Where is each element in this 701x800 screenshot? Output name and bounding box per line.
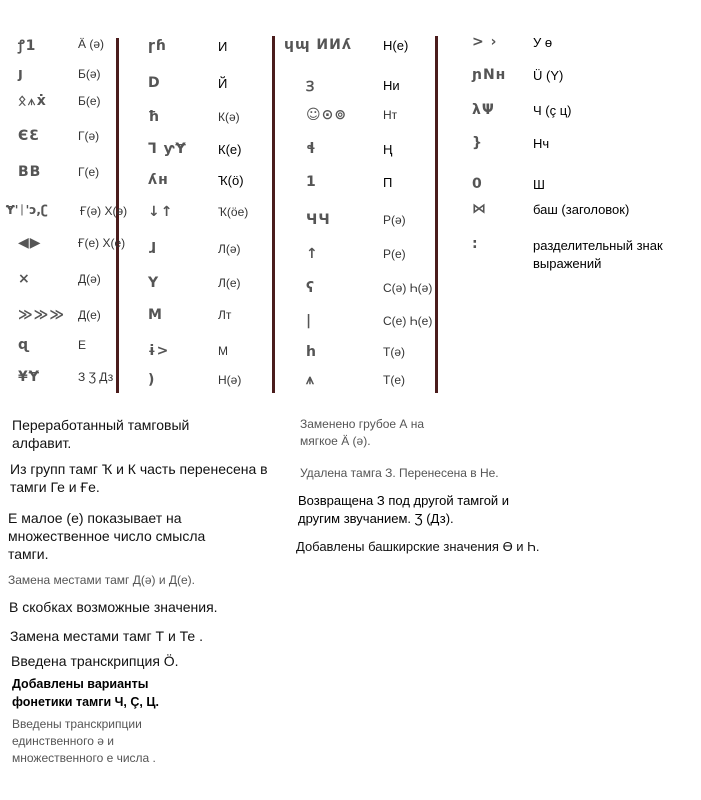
- tamga-glyph-icon: ≫≫≫: [18, 307, 65, 323]
- tamga-value-label: Ч (ç ц): [533, 103, 572, 118]
- tamga-value-label: Т(ə): [383, 345, 405, 359]
- note-removed-z: Удалена тамга З. Перенесена в Не.: [300, 466, 499, 480]
- tamga-value-label: Б(е): [78, 94, 101, 108]
- note-bashkir: Добавлены башкирские значения Ө и Һ.: [296, 539, 540, 554]
- tamga-glyph-icon: ↑: [306, 246, 319, 262]
- column-divider: [272, 36, 275, 393]
- note-replaced-a: Заменено грубое А на мягкое Ä (ə).: [300, 417, 425, 448]
- tamga-glyph-icon: Ɏ'ᛁ'ɔ,ʗ: [6, 203, 48, 217]
- tamga-glyph-icon: ☺⊙⊚: [306, 107, 348, 123]
- note-singular-plural: Введены транскрипции единственного ə и множественного е числа .: [12, 717, 156, 765]
- tamga-value-label: Ш: [533, 177, 545, 192]
- tamga-glyph-icon: ⩚: [306, 372, 315, 388]
- note-reworked: Переработанный тамговый алфавит.: [12, 417, 190, 451]
- tamga-glyph-icon: ꝭ1: [18, 38, 37, 54]
- tamga-value-label: Лт: [218, 308, 232, 322]
- note-variants: Добавлены варианты фонетики тамги Ч, Ç, Ц.: [12, 677, 159, 709]
- tamga-glyph-icon: ): [148, 372, 156, 388]
- tamga-value-label: Р(ə): [383, 213, 406, 227]
- note-small-e: Е малое (е) показывает на множественное число смысла тамги.: [8, 510, 206, 562]
- tamga-glyph-icon: ↓↑: [148, 204, 174, 220]
- tamga-value-label: Л(ə): [218, 242, 241, 256]
- tamga-glyph-icon: Y: [148, 275, 160, 291]
- tamga-glyph-icon: ɼɦ: [148, 38, 167, 54]
- tamga-glyph-icon: BB: [18, 164, 42, 180]
- tamga-glyph-icon: Ɜ: [306, 79, 316, 95]
- tamga-glyph-icon: ЄƐ: [18, 128, 41, 144]
- tamga-value-label: Л(е): [218, 276, 241, 290]
- note-swap-t: Замена местами тамг Т и Те .: [10, 628, 203, 644]
- tamga-value-label: баш (заголовок): [533, 202, 630, 217]
- note-swap-d: Замена местами тамг Д(ə) и Д(е).: [8, 573, 196, 587]
- tamga-glyph-icon: > ›: [472, 34, 498, 50]
- tamga-value-label: Г(е): [78, 165, 100, 179]
- tamga-glyph-icon: λΨ: [472, 102, 495, 118]
- tamga-value-label: Р(е): [383, 247, 406, 261]
- tamga-glyph-icon: ʎн: [148, 172, 169, 188]
- tamga-value-label: Д(ə): [78, 272, 101, 286]
- note-brackets: В скобках возможные значения.: [9, 599, 218, 615]
- tamga-value-label: Ң: [383, 142, 393, 157]
- column-divider: [435, 36, 438, 393]
- tamga-value-label: Н(ə): [218, 373, 242, 387]
- tamga-value-label: Б(ə): [78, 67, 101, 81]
- tamga-glyph-icon: ¥Ɏ: [18, 369, 40, 385]
- tamga-glyph-icon: ᛟ⩚ẋ: [18, 93, 47, 109]
- tamga-value-label: Й: [218, 76, 228, 91]
- tamga-value-label: Ä (ə): [78, 37, 105, 51]
- tamga-value-label: З Ʒ Дз: [78, 370, 114, 384]
- tamga-glyph-icon: h: [306, 344, 317, 360]
- tamga-glyph-icon: ȷ: [18, 66, 24, 82]
- tamga-value-label: Ғ(е) Х(е): [78, 236, 126, 250]
- tamga-glyph-icon: ×: [18, 271, 31, 287]
- tamga-glyph-icon: ħ: [148, 109, 161, 125]
- tamga-value-label: С(е) Һ(е): [383, 314, 433, 328]
- tamga-glyph-icon: }: [472, 135, 483, 151]
- tamga-glyph-icon: ⋈: [472, 201, 487, 217]
- tamga-value-label: Г(ə): [78, 129, 100, 143]
- tamga-glyph-icon: M: [148, 307, 163, 323]
- tamga-glyph-icon: 1: [306, 174, 317, 190]
- tamga-value-label: Д(е): [78, 308, 101, 322]
- tamga-value-label: Ü (Y): [533, 68, 564, 83]
- tamga-glyph-icon: ɬ: [306, 141, 317, 157]
- tamga-value-label: С(ə) Һ(ə): [383, 281, 433, 295]
- tamga-glyph-icon: ɺ: [148, 241, 157, 257]
- tamga-value-label: Т(е): [383, 373, 405, 387]
- tamga-value-label: разделительный знак выражений: [533, 238, 663, 271]
- tamga-glyph-icon: ɋ: [18, 337, 31, 353]
- tamga-value-label: Нт: [383, 108, 398, 122]
- tamga-value-label: У ө: [533, 35, 553, 50]
- tamga-glyph-icon: ɨ>: [148, 343, 170, 359]
- tamga-value-label: Ғ(ə) Х(ə): [80, 204, 128, 218]
- tamga-glyph-icon: ᒣ ƴɎ: [148, 141, 187, 157]
- tamga-value-label: М: [218, 344, 228, 358]
- tamga-glyph-icon: ɲNʜ: [472, 67, 507, 83]
- tamga-value-label: Ҡ(ö): [218, 173, 244, 188]
- note-returned-z: Возвращена З под другой тамгой и другим звучанием. Ʒ (Дз).: [298, 493, 510, 526]
- tamga-value-label: К(ə): [218, 110, 240, 124]
- tamga-value-label: П: [383, 175, 393, 190]
- tamga-glyph-icon: |: [306, 313, 313, 329]
- tamga-glyph-icon: :: [472, 236, 479, 252]
- tamga-value-label: Ни: [383, 78, 400, 93]
- tamga-glyph-icon: ʕ: [306, 280, 316, 296]
- tamga-value-label: Е: [78, 338, 87, 352]
- tamga-glyph-icon: ɥɰ ИИʎ: [284, 37, 352, 53]
- note-transcription-o: Введена транскрипция Ö.: [11, 653, 179, 669]
- tamga-value-label: Нч: [533, 136, 550, 151]
- tamga-value-label: К(е): [218, 142, 242, 157]
- tamga-value-label: И: [218, 39, 228, 54]
- note-groups: Из групп тамг Ҡ и К часть перенесена в тамги Ге и Ғе.: [10, 461, 268, 495]
- tamga-value-label: Ҡ(öе): [218, 205, 249, 219]
- tamga-value-label: Н(е): [383, 38, 409, 53]
- tamga-glyph-icon: 0: [472, 176, 483, 192]
- tamga-glyph-icon: ЧЧ: [306, 212, 331, 228]
- tamga-glyph-icon: ◀▶: [18, 235, 42, 251]
- tamga-glyph-icon: D: [148, 75, 161, 91]
